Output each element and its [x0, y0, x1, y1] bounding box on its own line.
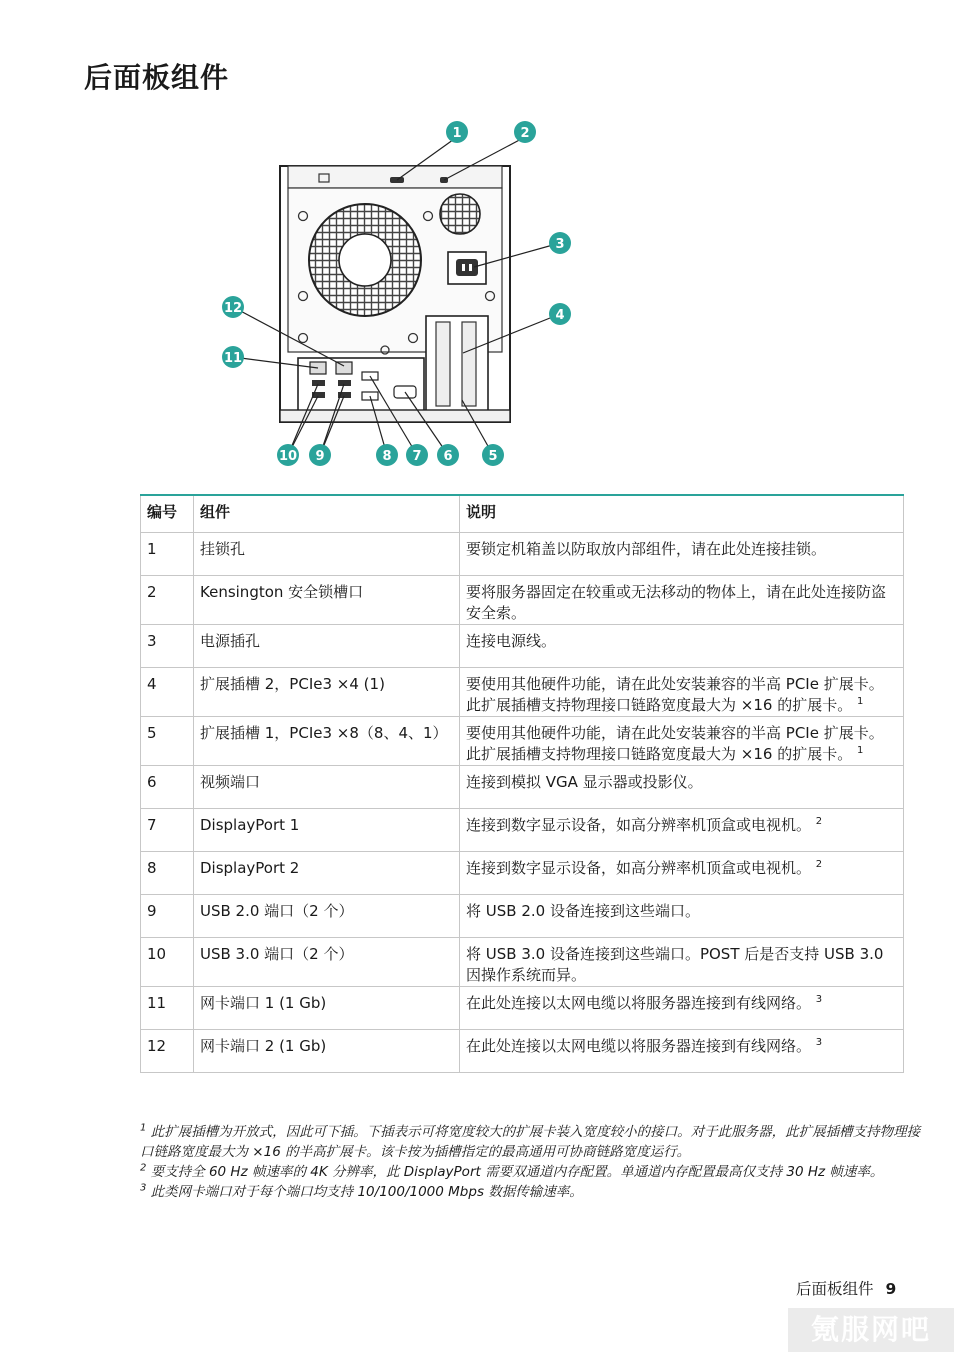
row-description-text: 要锁定机箱盖以防取放内部组件，请在此处连接挂锁。: [466, 540, 827, 558]
row-description: [460, 852, 904, 895]
row-component: 网卡端口 1 (1 Gb): [194, 987, 460, 1030]
header-description: 说明: [460, 495, 904, 533]
row-description-text: 连接电源线。: [466, 632, 557, 650]
footnotes: [140, 1122, 930, 1202]
table-row: [141, 809, 904, 852]
psu-vent: [440, 194, 480, 234]
row-description-text: 要使用其他硬件功能，请在此处安装兼容的半高 PCIe 扩展卡。此扩展插槽支持物理接口链路宽度最大为 ×16 的扩展卡。: [466, 724, 884, 763]
footnote-ref: 1: [856, 696, 864, 707]
page-title: 后面板组件: [84, 61, 230, 94]
row-number: 8: [141, 852, 194, 895]
rear-panel-figure: [200, 110, 620, 480]
row-component: 网卡端口 2 (1 Gb): [194, 1030, 460, 1073]
callout-label: 5: [488, 449, 498, 464]
row-description: [460, 668, 904, 717]
row-number: 12: [141, 1030, 194, 1073]
callout-label: 1: [452, 126, 462, 141]
row-description: [460, 533, 904, 576]
table-row: [141, 668, 904, 717]
header-component: 组件: [194, 495, 460, 533]
callout-label: 10: [278, 449, 298, 464]
row-description: [460, 938, 904, 987]
row-description: [460, 1030, 904, 1073]
row-description-text: 连接到数字显示设备，如高分辨率机顶盒或电视机。: [466, 859, 812, 877]
expansion-slot-1: [436, 322, 450, 406]
chassis-base: [280, 410, 510, 422]
row-component: 挂锁孔: [194, 533, 460, 576]
table-row: [141, 766, 904, 809]
footnote-ref: 3: [815, 1037, 823, 1048]
callout-label: 12: [223, 301, 243, 316]
row-number: 5: [141, 717, 194, 766]
row-description: [460, 717, 904, 766]
row-number: 10: [141, 938, 194, 987]
table-header-row: [141, 495, 904, 533]
row-description: [460, 987, 904, 1030]
footnote-mark: 1: [140, 1122, 147, 1134]
table-row: [141, 1030, 904, 1073]
footnote-text: 要支持全 60 Hz 帧速率的 4K 分辨率，此 DisplayPort 需要双通道内存配置。单通道内存配置最高仅支持 30 Hz 帧速率。: [150, 1164, 884, 1180]
row-number: 9: [141, 895, 194, 938]
row-description-text: 要将服务器固定在较重或无法移动的物体上，请在此处连接防盗安全索。: [466, 583, 887, 622]
table-row: [141, 576, 904, 625]
usb2-port: [338, 380, 351, 386]
row-component: 扩展插槽 1，PCIe3 ×8（8、4、1）: [194, 717, 460, 766]
row-component: 扩展插槽 2，PCIe3 ×4 (1): [194, 668, 460, 717]
table-row: [141, 895, 904, 938]
callout-label: 11: [223, 351, 243, 366]
footnote-ref: 1: [856, 745, 864, 756]
row-number: 11: [141, 987, 194, 1030]
callout-label: 2: [520, 126, 530, 141]
rear-panel-diagram: [200, 110, 620, 480]
callout-label: 6: [443, 449, 453, 464]
row-description-text: 将 USB 3.0 设备连接到这些端口。POST 后是否支持 USB 3.0 因操作系统而异。: [466, 945, 884, 984]
footnote: [140, 1122, 930, 1162]
row-description-text: 连接到数字显示设备，如高分辨率机顶盒或电视机。: [466, 816, 812, 834]
row-component: USB 3.0 端口（2 个）: [194, 938, 460, 987]
row-number: 2: [141, 576, 194, 625]
table-row: [141, 533, 904, 576]
footnote: [140, 1162, 930, 1182]
row-description: [460, 576, 904, 625]
table-row: [141, 717, 904, 766]
row-number: 1: [141, 533, 194, 576]
footnote-text: 此扩展插槽为开放式，因此可下插。下插表示可将宽度较大的扩展卡装入宽度较小的接口。对于此服务器，此扩展插槽支持物理接口链路宽度最大为 ×16 的半高扩展卡。该卡按为插槽指定的最高通用可协商链路宽度运行。: [140, 1124, 921, 1160]
page-footer: [796, 1277, 896, 1299]
row-description-text: 连接到模拟 VGA 显示器或投影仪。: [466, 773, 703, 791]
components-table: [140, 494, 904, 1073]
footnote-ref: 2: [815, 816, 823, 827]
table-row: [141, 987, 904, 1030]
fan-hub: [339, 234, 391, 286]
footnote-ref: 2: [815, 859, 823, 870]
watermark-logo: 氪服网吧: [788, 1308, 954, 1352]
nic-port-2: [336, 362, 352, 374]
footer-section: 后面板组件: [796, 1280, 874, 1298]
row-number: 6: [141, 766, 194, 809]
row-description-text: 将 USB 2.0 设备连接到这些端口。: [466, 902, 700, 920]
expansion-slot-2: [462, 322, 476, 406]
row-number: 4: [141, 668, 194, 717]
footnote-mark: 3: [140, 1182, 147, 1194]
table-row: [141, 625, 904, 668]
table-row: [141, 938, 904, 987]
row-component: DisplayPort 1: [194, 809, 460, 852]
callout-label: 8: [382, 449, 392, 464]
callout-label: 3: [555, 237, 565, 252]
callout-label: 9: [315, 449, 325, 464]
row-number: 3: [141, 625, 194, 668]
row-component: DisplayPort 2: [194, 852, 460, 895]
row-component: 电源插孔: [194, 625, 460, 668]
footnote: [140, 1182, 930, 1202]
row-component: 视频端口: [194, 766, 460, 809]
usb3-port: [312, 380, 325, 386]
footnote-ref: 3: [815, 994, 823, 1005]
row-component: USB 2.0 端口（2 个）: [194, 895, 460, 938]
page-number: 9: [885, 1280, 897, 1298]
callout-label: 4: [555, 308, 565, 323]
row-description: [460, 809, 904, 852]
callout-label: 7: [412, 449, 422, 464]
row-description-text: 要使用其他硬件功能，请在此处安装兼容的半高 PCIe 扩展卡。此扩展插槽支持物理接口链路宽度最大为 ×16 的扩展卡。: [466, 675, 884, 714]
row-number: 7: [141, 809, 194, 852]
footnote-mark: 2: [140, 1162, 147, 1174]
row-description: [460, 895, 904, 938]
row-description-text: 在此处连接以太网电缆以将服务器连接到有线网络。: [466, 1037, 812, 1055]
row-description: [460, 766, 904, 809]
expansion-slot-area: [426, 316, 488, 412]
table-row: [141, 852, 904, 895]
row-component: Kensington 安全锁槽口: [194, 576, 460, 625]
header-num: 编号: [141, 495, 194, 533]
row-description-text: 在此处连接以太网电缆以将服务器连接到有线网络。: [466, 994, 812, 1012]
footnote-text: 此类网卡端口对于每个端口均支持 10/100/1000 Mbps 数据传输速率。: [150, 1184, 583, 1200]
power-inlet-socket: [456, 259, 478, 276]
row-description: [460, 625, 904, 668]
